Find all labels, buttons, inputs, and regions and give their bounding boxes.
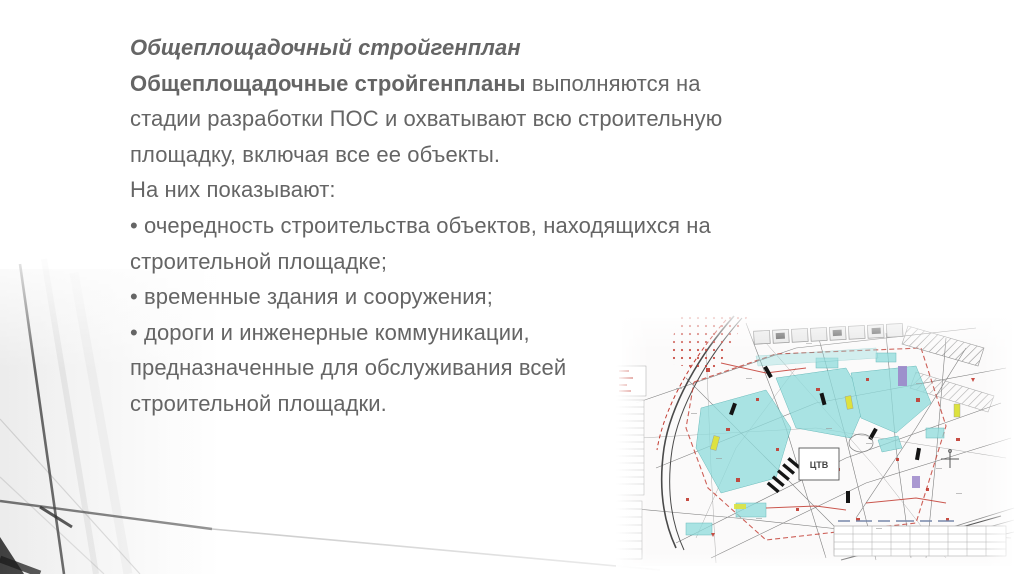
text-segment: • дороги и инженерные коммуникации, <box>130 319 530 345</box>
text-line <box>130 244 920 280</box>
text-line <box>130 66 920 102</box>
plan-ctv-building <box>799 448 839 480</box>
text-line <box>130 315 920 351</box>
text-line <box>130 350 920 386</box>
plan-building-label: ЦТВ <box>809 460 829 470</box>
text-line <box>130 279 920 315</box>
text-segment: Общеплощадочные стройгенпланы <box>130 70 526 96</box>
text-line <box>130 386 920 422</box>
text-segment: предназначенные для обслуживания всей <box>130 355 567 381</box>
text-line <box>130 208 920 244</box>
slide-text <box>130 30 920 422</box>
text-segment: строительной площадке; <box>130 248 388 274</box>
text-segment: • временные здания и сооружения; <box>130 284 493 310</box>
text-segment: Общеплощадочный стройгенплан <box>130 35 521 60</box>
text-segment: • очередность строительства объектов, находящихся на <box>130 212 711 238</box>
text-line <box>130 101 920 137</box>
text-segment: строительной площадки. <box>130 390 387 416</box>
text-line <box>130 172 920 208</box>
text-segment: площадку, включая все ее объекты. <box>130 141 501 167</box>
text-segment: стадии разработки ПОС и охватывают всю строительную <box>130 106 723 132</box>
text-segment: На них показывают: <box>130 177 336 203</box>
text-line <box>130 137 920 173</box>
text-line <box>130 30 920 66</box>
text-segment: выполняются на <box>525 70 701 96</box>
